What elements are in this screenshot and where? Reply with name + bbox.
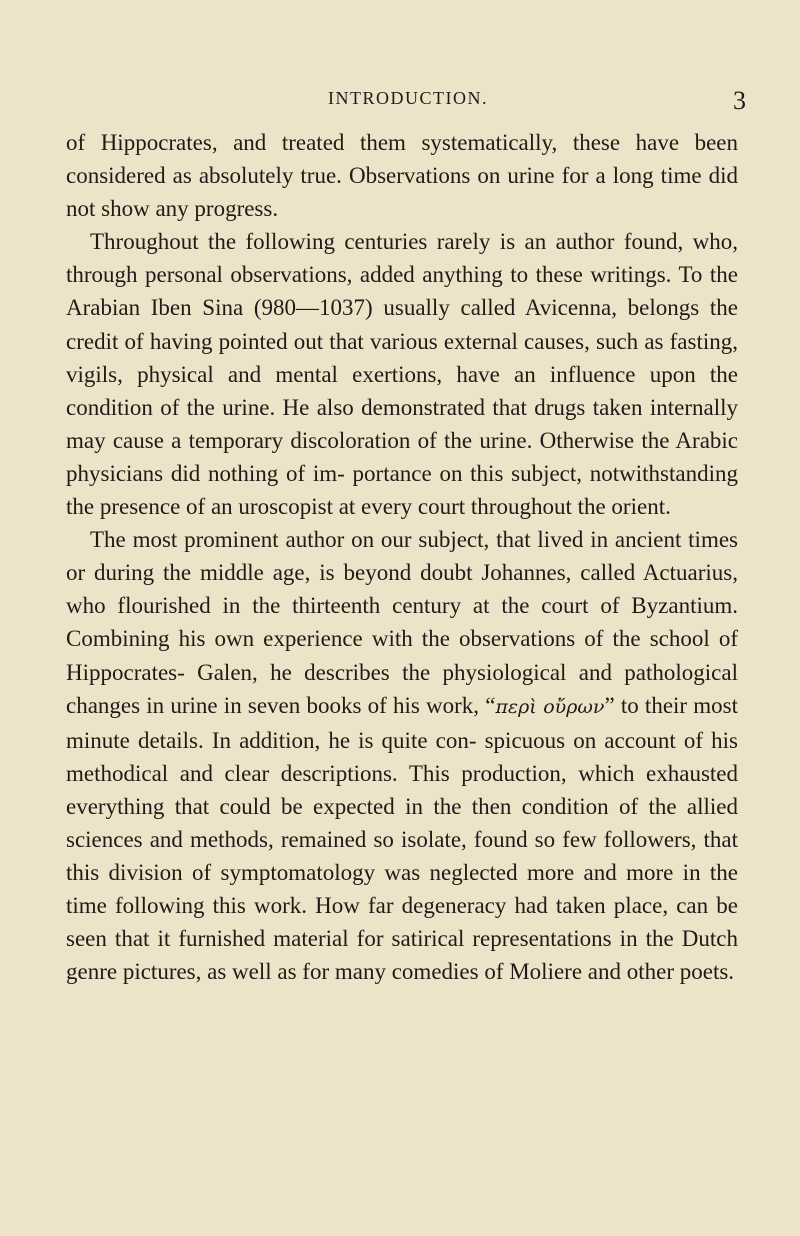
- paragraph-1: of Hippocrates, and treated them systematically, these have been considered as absolutely true. Observations on urine for a long time did not show any progress.: [66, 130, 738, 222]
- body-text: [66, 126, 738, 988]
- greek-title: περὶ οὔρων: [495, 695, 605, 718]
- running-title: INTRODUCTION.: [328, 88, 488, 108]
- paragraph-2: Throughout the following centuries rarely is an author found, who, through personal observations, added anything to these writings. To the Arabian Iben Sina (980—1037) usually called Avicenna, belongs the credit of having pointed out that various external causes, such as fasting, vigils, physical and mental exertions, have an influence upon the condition of the urine. He also demonstrated that drugs taken internally may cause a temporary discoloration of the urine. Otherwise the Arabic physicians did nothing of im- portance on this subject, notwithstanding the presence of an uroscopist at every court throughout the orient.: [66, 229, 738, 520]
- page-number: 3: [733, 86, 746, 115]
- paragraph-3-text-before: The most prominent author on our subject, that lived in ancient times or during the middle age, is beyond doubt Johannes, called Actuarius, who flourished in the thirteenth century at the court of Byzantium. Combining his own experience with the observations of the school of Hippocrates- Galen, he describes the physiological and pathological changes in urine in seven books of his work, “: [66, 527, 738, 718]
- running-head: [0, 86, 800, 126]
- paragraph-3: [66, 523, 738, 988]
- paragraph-3-text-after: ” to their most minute details. In addition, he is quite con- spicuous on account of his methodical and clear descriptions. This production, which exhausted everything that could be expected in the then condition of the allied sciences and methods, remained so isolate, found so few followers, that this division of symptomatology was neglected more and more in the time following this work. How far degeneracy had taken place, can be seen that it furnished material for satirical representations in the Dutch genre pictures, as well as for many comedies of Moliere and other poets.: [66, 692, 739, 985]
